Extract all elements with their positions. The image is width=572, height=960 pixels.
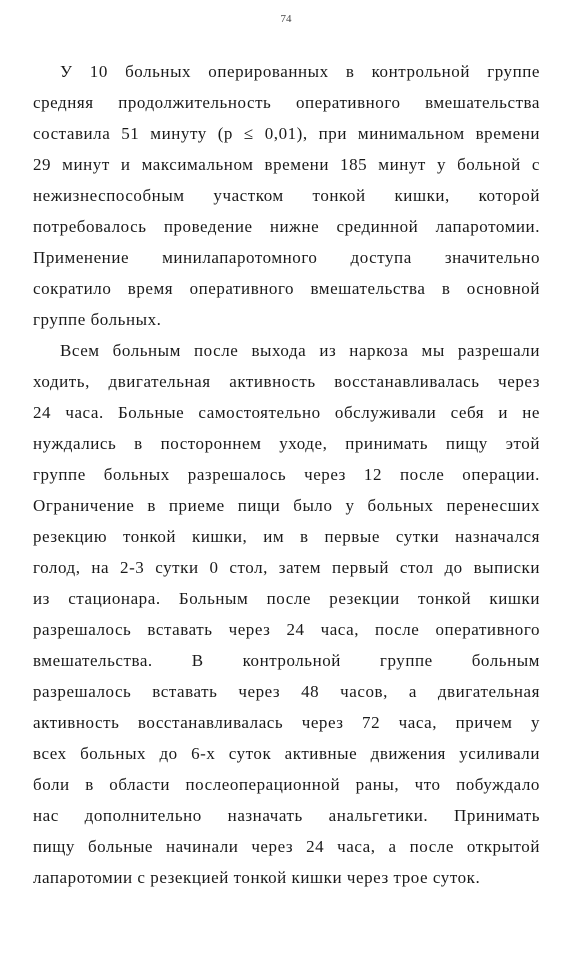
text-line: из стационара. Больным после резекции тонкой кишки [33,589,540,608]
text-line: вмешательства. В контрольной группе больным [33,651,540,670]
text-line: нас дополнительно назначать анальгетики. Принимать [33,806,540,825]
text-line: нежизнеспособным участком тонкой кишки, которой [33,186,540,205]
paragraph [33,335,540,893]
text-line: сократило время оперативного вмешательства в основной [33,279,540,298]
text-line: потребовалось проведение нижне срединной лапаротомии. [33,217,540,236]
text-line: группе больных. [33,310,162,329]
text-line: разрешалось вставать через 24 часа, после оперативного [33,620,540,639]
text-line: активность восстанавливалась через 72 часа, причем у [33,713,540,732]
text-line: нуждались в постороннем уходе, принимать пищу этой [33,434,540,453]
text-line: боли в области послеоперационной раны, что побуждало [33,775,540,794]
text-line: средняя продолжительность оперативного вмешательства [33,93,540,112]
body-text [33,56,540,893]
text-line: Применение минилапаротомного доступа значительно [33,248,540,267]
text-line: резекцию тонкой кишки, им в первые сутки назначался [33,527,540,546]
text-line: Всем больным после выхода из наркоза мы разрешали [60,341,540,360]
text-line: ходить, двигательная активность восстанавливалась через [33,372,540,391]
text-line: 29 минут и максимальном времени 185 минут у больной с [33,155,540,174]
text-line: группе больных разрешалось через 12 после операции. [33,465,540,484]
text-line: разрешалось вставать через 48 часов, а двигательная [33,682,540,701]
text-line: всех больных до 6-х суток активные движения усиливали [33,744,540,763]
text-line: У 10 больных оперированных в контрольной группе [60,62,540,81]
text-line: голод, на 2-3 сутки 0 стол, затем первый стол до выписки [33,558,540,577]
text-line: Ограничение в приеме пищи было у больных перенесших [33,496,540,515]
text-line: пищу больные начинали через 24 часа, а после открытой [33,837,540,856]
text-line: лапаротомии с резекцией тонкой кишки через трое суток. [33,868,481,887]
page-number: 74 [280,13,292,25]
paragraph [33,56,540,335]
text-line: 24 часа. Больные самостоятельно обслуживали себя и не [33,403,540,422]
text-line: составила 51 минуту (p ≤ 0,01), при минимальном времени [33,124,540,143]
